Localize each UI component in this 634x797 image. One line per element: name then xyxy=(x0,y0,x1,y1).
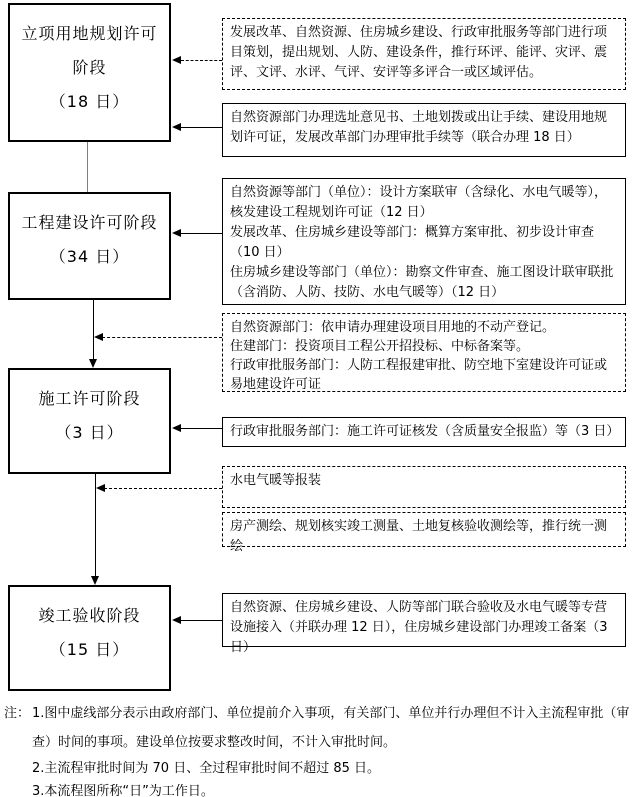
footnote-2: 2.主流程审批时间为 70 日、全过程审批时间不超过 85 日。 xyxy=(32,761,381,776)
arrow-line-planning-to-stage1 xyxy=(181,60,222,61)
connector-stage1-stage2 xyxy=(87,142,88,192)
arrowhead-down-icon xyxy=(91,576,99,585)
arrowhead-left-icon xyxy=(96,484,105,492)
footnote-3: 3.本流程图所称“日”为工作日。 xyxy=(32,784,214,797)
footnote-text: 1.图中虚线部分表示由政府部门、单位提前介入事项，有关部门、单位并行办理但不计入主流程审批（审查）时间的事项。建设单位按要求整改时间，不计入审批时间。 xyxy=(32,706,630,750)
side-box-construction-permit-issue xyxy=(222,417,626,447)
side-box-joint-acceptance xyxy=(222,593,626,655)
side-box-text: 住建部门：投资项目工程公开招投标、中标备案等。 xyxy=(230,339,530,354)
side-box-text: 自然资源部门：依申请办理建设项目用地的不动产登记。 xyxy=(230,320,556,335)
arrow-line-registration-to-connector xyxy=(102,337,222,338)
side-box-text: 自然资源、住房城乡建设、人防等部门联合验收及水电气暖等专营设施接入（并联办理 12 日），住房城乡建设部门办理竣工备案（3 日） xyxy=(230,600,608,655)
side-box-text: 行政审批服务部门：人防工程报建审批、防空地下室建设许可证或易地建设许可证 xyxy=(230,358,608,392)
arrowhead-left-icon xyxy=(172,424,181,432)
side-box-text: 水电气暖等报装 xyxy=(230,473,322,488)
side-box-design-review xyxy=(222,178,626,305)
footnotes xyxy=(4,699,631,797)
stage-box-construction-permit-phase xyxy=(8,192,171,300)
stage-box-completion-acceptance-phase xyxy=(8,585,171,691)
side-box-text: 自然资源等部门（单位）：设计方案联审（含绿化、水电气暖等），核发建设工程规划许可证（12 日） xyxy=(230,185,608,220)
arrowhead-down-icon xyxy=(89,359,97,368)
stage-title: 竣工验收阶段 xyxy=(38,606,141,625)
side-box-text: 发展改革、住房城乡建设等部门：概算方案审批、初步设计审查（10 日） xyxy=(230,225,595,260)
stage-title-line2: 阶段 xyxy=(72,58,107,77)
stage-box-land-planning xyxy=(8,3,171,142)
arrow-line-permit-to-stage3 xyxy=(181,428,222,429)
side-box-text: 住房城乡建设等部门（单位）：勘察文件审查、施工图设计联审联批（含消防、人防、技防、水电气暖等）（12 日） xyxy=(230,265,614,300)
stage-duration: （3 日） xyxy=(55,423,124,442)
side-box-surveying xyxy=(222,512,626,554)
side-box-text: 发展改革、自然资源、住房城乡建设、行政审批服务等部门进行项目策划，提出规划、人防、建设条件，推行环评、能评、灾评、震评、文评、水评、气评、安评等多评合一或区域评估。 xyxy=(230,25,608,80)
side-box-land-procedures xyxy=(222,103,626,157)
side-box-text: 房产测绘、规划核实竣工测量、土地复核验收测绘等，推行统一测绘 xyxy=(230,519,608,554)
footnote-prefix: 注： xyxy=(4,706,31,721)
arrowhead-left-icon xyxy=(172,56,181,64)
side-box-parallel-registration xyxy=(222,313,626,392)
side-box-project-planning xyxy=(222,18,626,90)
side-box-utility-hookup xyxy=(222,466,626,508)
side-box-text: 自然资源部门办理选址意见书、土地划拨或出让手续、建设用地规划许可证，发展改革部门办理审批手续等（联合办理 18 日） xyxy=(230,110,608,145)
stage-duration: （34 日） xyxy=(49,247,130,266)
stage-title: 立项用地规划许可 xyxy=(21,24,158,43)
stage-title: 施工许可阶段 xyxy=(38,389,141,408)
arrowhead-left-icon xyxy=(94,333,103,341)
stage-duration: （15 日） xyxy=(49,640,130,659)
stage-duration: （18 日） xyxy=(49,92,130,111)
footnote-1 xyxy=(4,699,631,757)
stage-title: 工程建设许可阶段 xyxy=(21,213,158,232)
arrow-line-utility-to-connector xyxy=(104,488,222,489)
arrowhead-left-icon xyxy=(172,229,181,237)
connector-stage2-stage3 xyxy=(93,300,94,359)
arrow-line-landproc-to-stage1 xyxy=(181,127,222,128)
arrowhead-left-icon xyxy=(172,123,181,131)
arrow-line-design-to-stage2 xyxy=(181,233,222,234)
stage-box-work-permit-phase xyxy=(8,368,171,474)
side-box-text: 行政审批服务部门：施工许可证核发（含质量安全报监）等（3 日） xyxy=(230,424,620,439)
arrow-line-acceptance-to-stage4 xyxy=(181,620,222,621)
arrowhead-left-icon xyxy=(172,616,181,624)
